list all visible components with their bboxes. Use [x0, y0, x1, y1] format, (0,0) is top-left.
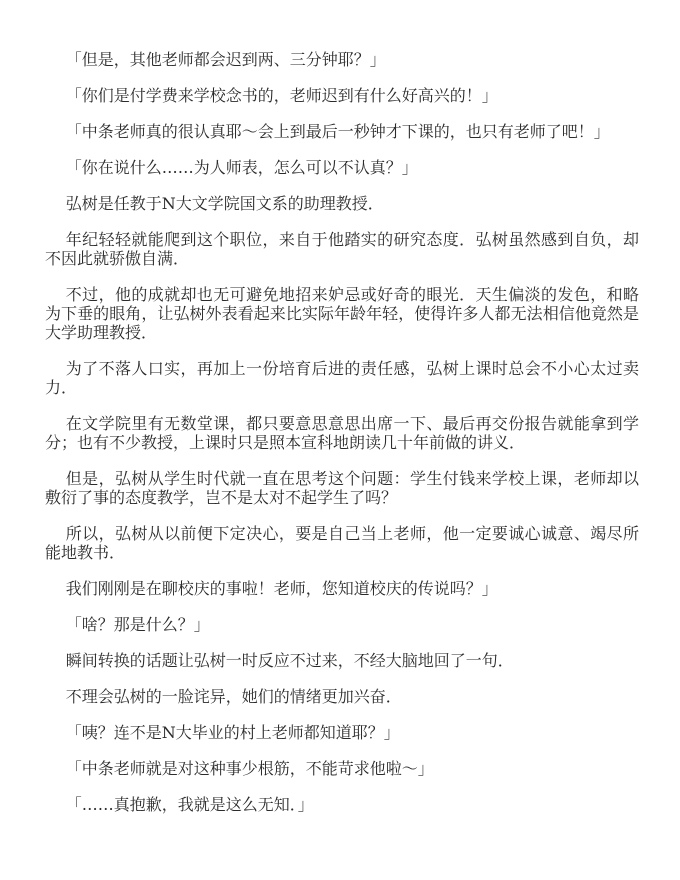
paragraph: 「但是，其他老师都会迟到两、三分钟耶？」 [65, 50, 386, 69]
paragraph: 「……真抱歉，我就是这么无知．」 [65, 795, 314, 814]
paragraph: 「咦？连不是N大毕业的村上老师都知道耶？」 [65, 723, 400, 742]
paragraph: 不理会弘树的一脸诧异，她们的情绪更加兴奋． [65, 687, 402, 706]
paragraph: 年纪轻轻就能爬到这个职位，来自于他踏实的研究态度．弘树虽然感到自负，却不因此就骄傲自满． [45, 230, 639, 268]
paragraph: 「中条老师就是对这种事少根筋，不能苛求他啦～」 [65, 759, 434, 778]
paragraph: 不过，他的成就却也无可避免地招来妒忌或好奇的眼光．天生偏淡的发色，和略为下垂的眼角，让弘树外表看起来比实际年龄年轻，使得许多人都无法相信他竟然是大学助理教授． [45, 285, 639, 342]
paragraph: 「你们是付学费来学校念书的，老师迟到有什么好高兴的！」 [65, 86, 498, 105]
paragraph: 「中条老师真的很认真耶～会上到最后一秒钟才下课的，也只有老师了吧！」 [65, 122, 610, 141]
paragraph: 在文学院里有无数堂课，都只要意思意思出席一下、最后再交份报告就能拿到学分；也有不少教授，上课时只是照本宣科地朗读几十年前做的讲义． [45, 414, 639, 452]
paragraph: 所以，弘树从以前便下定决心，要是自己当上老师，他一定要诚心诚意、竭尽所能地教书． [45, 524, 639, 562]
paragraph: 弘树是任教于N大文学院国文系的助理教授． [65, 194, 384, 213]
paragraph: 「啥？那是什么？」 [65, 615, 210, 634]
paragraph: 但是，弘树从学生时代就一直在思考这个问题：学生付钱来学校上课，老师却以敷衍了事的态度教学，岂不是太对不起学生了吗？ [45, 469, 639, 507]
paragraph: 「你在说什么……为人师表，怎么可以不认真？」 [65, 158, 418, 177]
paragraph: 为了不落人口实，再加上一份培育后进的责任感，弘树上课时总会不小心太过卖力． [45, 359, 639, 397]
paragraph: 我们刚刚是在聊校庆的事啦！老师，您知道校庆的传说吗？」 [65, 579, 498, 598]
paragraph: 瞬间转换的话题让弘树一时反应不过来，不经大脑地回了一句． [65, 651, 514, 670]
